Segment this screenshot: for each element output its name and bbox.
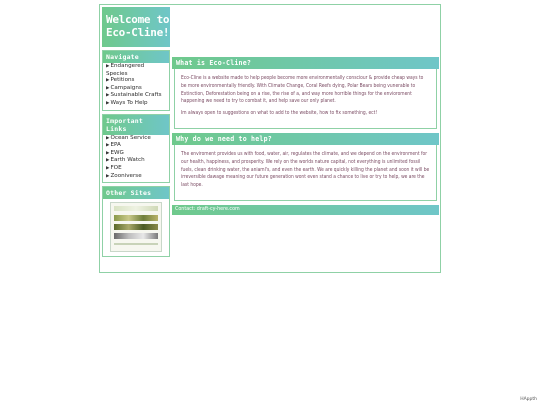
sidebar — [102, 50, 170, 260]
arrow-icon: ▶ — [106, 150, 110, 156]
arrow-icon: ▶ — [106, 135, 110, 141]
nav-item-sustainable-crafts[interactable]: ▶Sustainable Crafts — [106, 92, 162, 99]
arrow-icon: ▶ — [106, 78, 110, 84]
link-zooniverse[interactable]: ▶Zooniverse — [106, 172, 142, 179]
why-help-paragraph: The enviroment provides us with food, water, air, regulates the climate, and we depend on the environment for our health, happiness, and prosperity. We rely on the worlds nature capital, not everything is unlimited fossil fuels, clean drinking water, the aniaml's, and even the earth. We are quickly killing the planet and soon it will be irreversible dawage meaning our future generation wont even stand a chance to live or try to help, we are the last hope. — [181, 150, 430, 189]
arrow-icon: ▶ — [106, 165, 110, 171]
nav-item-ways-to-help[interactable]: ▶Ways To Help — [106, 99, 148, 106]
nav-item-endangered-species[interactable]: ▶Endangered Species — [106, 63, 145, 77]
header-title-line2: Eco-Cline! — [106, 26, 170, 39]
nav-item-campaigns[interactable]: ▶Campaigns — [106, 84, 142, 91]
site-header — [102, 7, 170, 47]
arrow-icon: ▶ — [106, 64, 110, 69]
main-content — [172, 57, 439, 215]
navigate-title: Navigate — [103, 51, 169, 63]
header-title-line1: Welcome to — [106, 13, 170, 26]
what-is-section — [172, 57, 439, 129]
why-help-section — [172, 133, 439, 201]
arrow-icon: ▶ — [106, 85, 110, 91]
corner-label: HAppth — [520, 397, 537, 402]
what-is-title: What is Eco-Cline? — [172, 57, 439, 69]
arrow-icon: ▶ — [106, 100, 110, 106]
link-ocean-service[interactable]: ▶Ocean Service — [106, 134, 151, 141]
why-help-title: Why do we need to help? — [172, 133, 439, 145]
other-site-banner-image[interactable] — [110, 202, 162, 252]
nav-item-petitions[interactable]: ▶Petitions — [106, 77, 135, 84]
important-links-box — [102, 114, 170, 184]
suggestions-paragraph: Im always open to suggestions on what to add to the website, how to fix something, ect! — [181, 110, 378, 117]
contact-footer[interactable]: Contact: draft-cy-here.com — [172, 205, 439, 215]
other-sites-title: Other Sites — [103, 187, 169, 199]
important-links-title: Important Links — [103, 115, 169, 135]
link-epa[interactable]: ▶EPA — [106, 142, 121, 149]
other-sites-box — [102, 186, 170, 257]
link-foe[interactable]: ▶FOE — [106, 164, 122, 171]
arrow-icon: ▶ — [106, 93, 110, 99]
arrow-icon: ▶ — [106, 143, 110, 149]
what-is-paragraph: Eco-Cline is a website made to help people become more environmentally consciour & provide cheap ways to be more environmentally friendly. With Climate Change, Coral Reefs dying, Polar Bears being vunerable to Extinction, Deforestation being on a rise, the rise of a, and way more horrible things for the envioroment happening we need to try to combat it, and help save our only planet. — [181, 75, 424, 105]
link-earth-watch[interactable]: ▶Earth Watch — [106, 157, 145, 164]
navigate-box — [102, 50, 170, 111]
link-ewg[interactable]: ▶EWG — [106, 149, 124, 156]
arrow-icon: ▶ — [106, 158, 110, 164]
arrow-icon: ▶ — [106, 173, 110, 179]
what-is-body — [174, 69, 437, 129]
why-help-body — [174, 145, 437, 201]
page-container — [99, 4, 441, 273]
